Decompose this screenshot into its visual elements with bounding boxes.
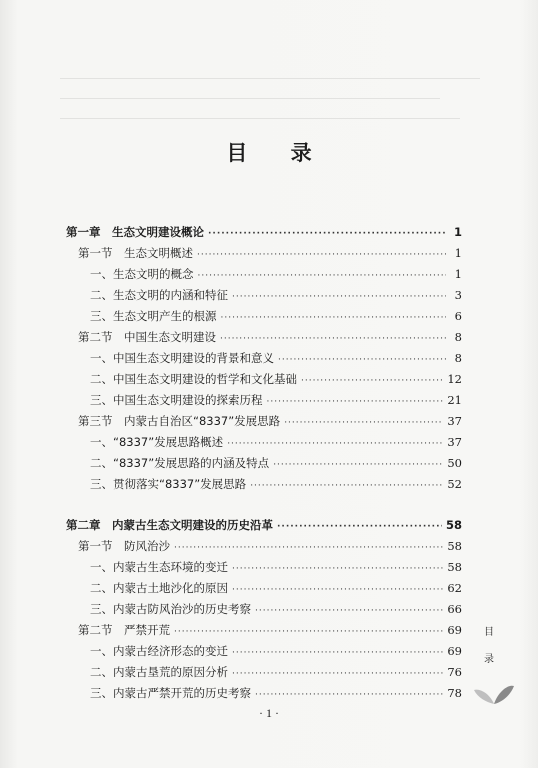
toc-entry-label: 第一章 生态文明建设概论: [66, 225, 204, 239]
toc-page-number: 8: [454, 351, 462, 365]
bleed-through-line: [60, 78, 480, 79]
toc-entry-label: 三、中国生态文明建设的探索历程: [90, 393, 263, 407]
toc-item[interactable]: [90, 390, 462, 410]
leaf-left-icon: [474, 690, 494, 704]
dot-leader: [227, 434, 443, 454]
toc-entry-label: 一、中国生态文明建设的背景和意义: [90, 351, 274, 365]
toc-entry-label: 第二节 严禁开荒: [78, 623, 170, 637]
dot-leader: [250, 476, 443, 496]
page-number: · 1 ·: [259, 706, 279, 720]
toc-entry-label: 三、贯彻落实“8337”发展思路: [90, 477, 247, 491]
toc-item[interactable]: [90, 432, 462, 452]
toc-item[interactable]: [90, 557, 462, 577]
toc-page-number: 69: [447, 623, 462, 637]
toc-section[interactable]: [78, 327, 462, 347]
toc-page-number: 69: [447, 644, 462, 658]
toc-page-number: 50: [447, 456, 462, 470]
bleed-through-line: [60, 118, 460, 119]
toc-chapter[interactable]: [66, 515, 462, 535]
dot-leader: [174, 538, 443, 558]
dot-leader: [232, 643, 443, 663]
toc-entry-label: 第三节 内蒙古自治区“8337”发展思路: [78, 414, 281, 428]
dot-leader: [255, 601, 443, 621]
dot-leader: [198, 266, 447, 286]
dot-leader: [273, 455, 443, 475]
toc-entry-label: 二、内蒙古垦荒的原因分析: [90, 665, 228, 679]
toc-entry-label: 第一节 生态文明概述: [78, 246, 193, 260]
toc-page-number: 62: [447, 581, 462, 595]
bleed-through-line: [60, 98, 440, 99]
toc-item[interactable]: [90, 369, 462, 389]
dot-leader: [221, 308, 447, 328]
toc-page-number: 52: [447, 477, 462, 491]
toc-item[interactable]: [90, 641, 462, 661]
toc-entry-label: 一、生态文明的概念: [90, 267, 194, 281]
dot-leader: [232, 559, 443, 579]
toc-item[interactable]: [90, 599, 462, 619]
toc-page-number: 66: [447, 602, 462, 616]
toc-item[interactable]: [90, 453, 462, 473]
dot-leader: [277, 517, 442, 537]
toc-section[interactable]: [78, 620, 462, 640]
side-label-bottom: 录: [484, 654, 494, 665]
toc-page-number: 21: [447, 393, 462, 407]
toc-page-number: 58: [447, 539, 462, 553]
toc-entry-label: 一、内蒙古生态环境的变迁: [90, 560, 228, 574]
dot-leader: [174, 622, 443, 642]
page-title: 目 录: [226, 140, 330, 165]
toc-section[interactable]: [78, 536, 462, 556]
toc-page-number: 58: [445, 518, 462, 532]
toc-entry-label: 三、生态文明产生的根源: [90, 309, 217, 323]
toc-page-number: 1: [454, 246, 462, 260]
toc-entry-label: 三、内蒙古防风治沙的历史考察: [90, 602, 251, 616]
toc-entry-label: 第一节 防风治沙: [78, 539, 170, 553]
toc-page-number: 8: [454, 330, 462, 344]
toc-item[interactable]: [90, 348, 462, 368]
toc-page-number: 1: [453, 225, 462, 239]
toc-entry-label: 二、中国生态文明建设的哲学和文化基础: [90, 372, 297, 386]
toc-item[interactable]: [90, 474, 462, 494]
dot-leader: [232, 664, 443, 684]
toc-entry-label: 一、内蒙古经济形态的变迁: [90, 644, 228, 658]
toc-section[interactable]: [78, 411, 462, 431]
side-label-top: 目: [484, 627, 494, 638]
toc-entry-label: 一、“8337”发展思路概述: [90, 435, 224, 449]
toc-item[interactable]: [90, 264, 462, 284]
toc-page-number: 3: [454, 288, 462, 302]
toc-page-number: 78: [447, 686, 462, 700]
toc-page-number: 37: [447, 435, 462, 449]
toc-item[interactable]: [90, 662, 462, 682]
dot-leader: [267, 392, 444, 412]
dot-leader: [232, 580, 443, 600]
toc-page-number: 1: [454, 267, 462, 281]
toc-entry-label: 二、内蒙古土地沙化的原因: [90, 581, 228, 595]
dot-leader: [220, 329, 446, 349]
dot-leader: [301, 371, 443, 391]
leaf-icon: [472, 672, 516, 706]
toc-page-number: 58: [447, 560, 462, 574]
dot-leader: [284, 413, 443, 433]
toc-entry-label: 第二节 中国生态文明建设: [78, 330, 216, 344]
toc-item[interactable]: [90, 306, 462, 326]
toc-entry-label: 二、“8337”发展思路的内涵及特点: [90, 456, 270, 470]
dot-leader: [232, 287, 446, 307]
toc-item[interactable]: [90, 683, 462, 703]
dot-leader: [278, 350, 446, 370]
toc-entry-label: 第二章 内蒙古生态文明建设的历史沿革: [66, 518, 273, 532]
dot-leader: [208, 224, 446, 244]
toc-item[interactable]: [90, 285, 462, 305]
toc-entry-label: 三、内蒙古严禁开荒的历史考察: [90, 686, 251, 700]
toc-page-number: 76: [447, 665, 462, 679]
leaf-right-icon: [494, 686, 514, 704]
toc-chapter[interactable]: [66, 222, 462, 242]
dot-leader: [255, 685, 443, 705]
toc-page-number: 12: [447, 372, 462, 386]
toc-page-number: 6: [454, 309, 462, 323]
toc-entry-label: 二、生态文明的内涵和特征: [90, 288, 228, 302]
toc-page-number: 37: [447, 414, 462, 428]
dot-leader: [197, 245, 446, 265]
toc-item[interactable]: [90, 578, 462, 598]
toc-section[interactable]: [78, 243, 462, 263]
